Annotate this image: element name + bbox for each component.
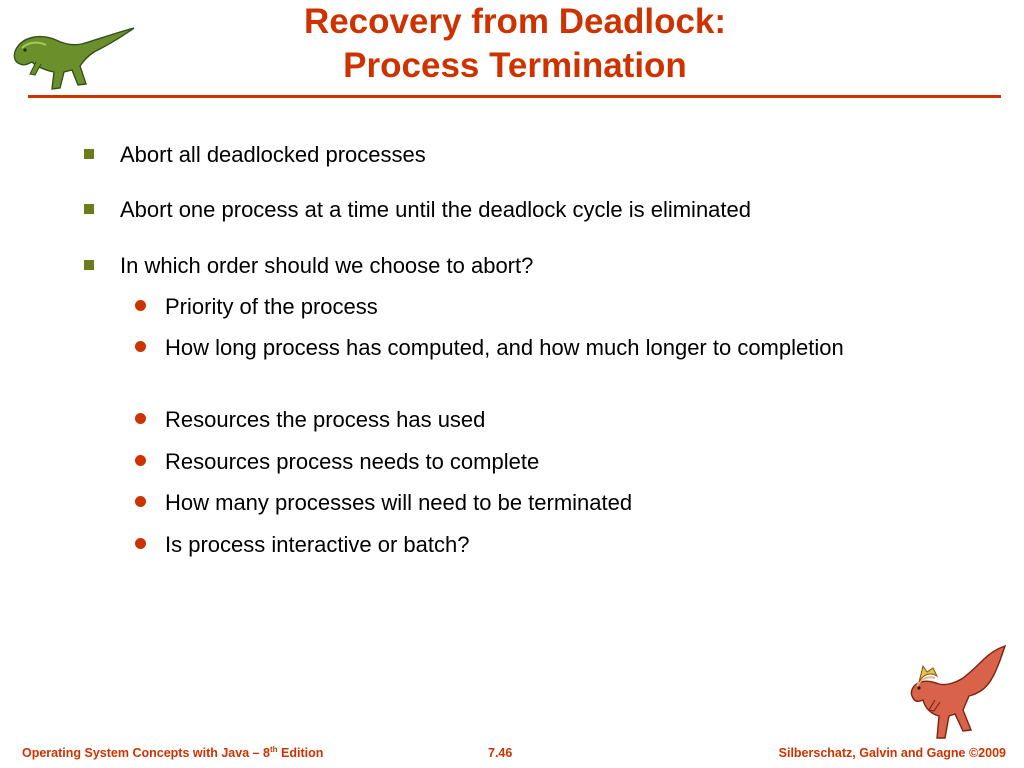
- sub-bullet-item: [135, 405, 855, 435]
- footer-book-title: [22, 746, 323, 760]
- bullet-item: [84, 196, 751, 224]
- sub-bullet-item: [135, 333, 855, 363]
- bullet-text: Abort all deadlocked processes: [120, 142, 426, 167]
- bullet-text: Abort one process at a time until the deadlock cycle is eliminated: [120, 197, 751, 222]
- footer-book-title-suffix: Edition: [277, 746, 324, 760]
- footer-copyright: Silberschatz, Galvin and Gagne ©2009: [778, 746, 1006, 760]
- sub-bullet-text: Resources process needs to complete: [165, 449, 540, 474]
- sub-bullet-item: [135, 488, 855, 518]
- bullet-item: [84, 141, 426, 169]
- round-bullet-icon: [135, 341, 146, 352]
- sub-bullet-text: Resources the process has used: [165, 407, 486, 432]
- bullet-item: [84, 252, 533, 280]
- sub-bullet-text: How long process has computed, and how much longer to completion: [165, 335, 844, 360]
- sub-bullet-text: Priority of the process: [165, 294, 378, 319]
- round-bullet-icon: [135, 300, 146, 311]
- slide-title-line-2: Process Termination: [343, 46, 687, 85]
- round-bullet-icon: [135, 455, 146, 466]
- round-bullet-icon: [135, 413, 146, 424]
- sub-bullet-text: How many processes will need to be terminated: [165, 490, 633, 515]
- sub-bullet-item: [135, 292, 855, 322]
- square-bullet-icon: [84, 260, 94, 270]
- sub-bullet-item: [135, 447, 855, 477]
- red-dinosaur-icon: [905, 638, 1013, 746]
- footer-slide-number: 7.46: [488, 746, 513, 760]
- round-bullet-icon: [135, 538, 146, 549]
- footer-book-title-prefix: Operating System Concepts with Java – 8: [22, 746, 270, 760]
- footer-book-title-superscript: th: [270, 744, 278, 754]
- sub-bullet-item: [135, 530, 855, 560]
- round-bullet-icon: [135, 496, 146, 507]
- sub-bullet-text: Is process interactive or batch?: [165, 532, 470, 557]
- slide-title-line-1: Recovery from Deadlock:: [303, 2, 727, 41]
- square-bullet-icon: [84, 204, 94, 214]
- square-bullet-icon: [84, 149, 94, 159]
- bullet-text: In which order should we choose to abort?: [120, 253, 534, 278]
